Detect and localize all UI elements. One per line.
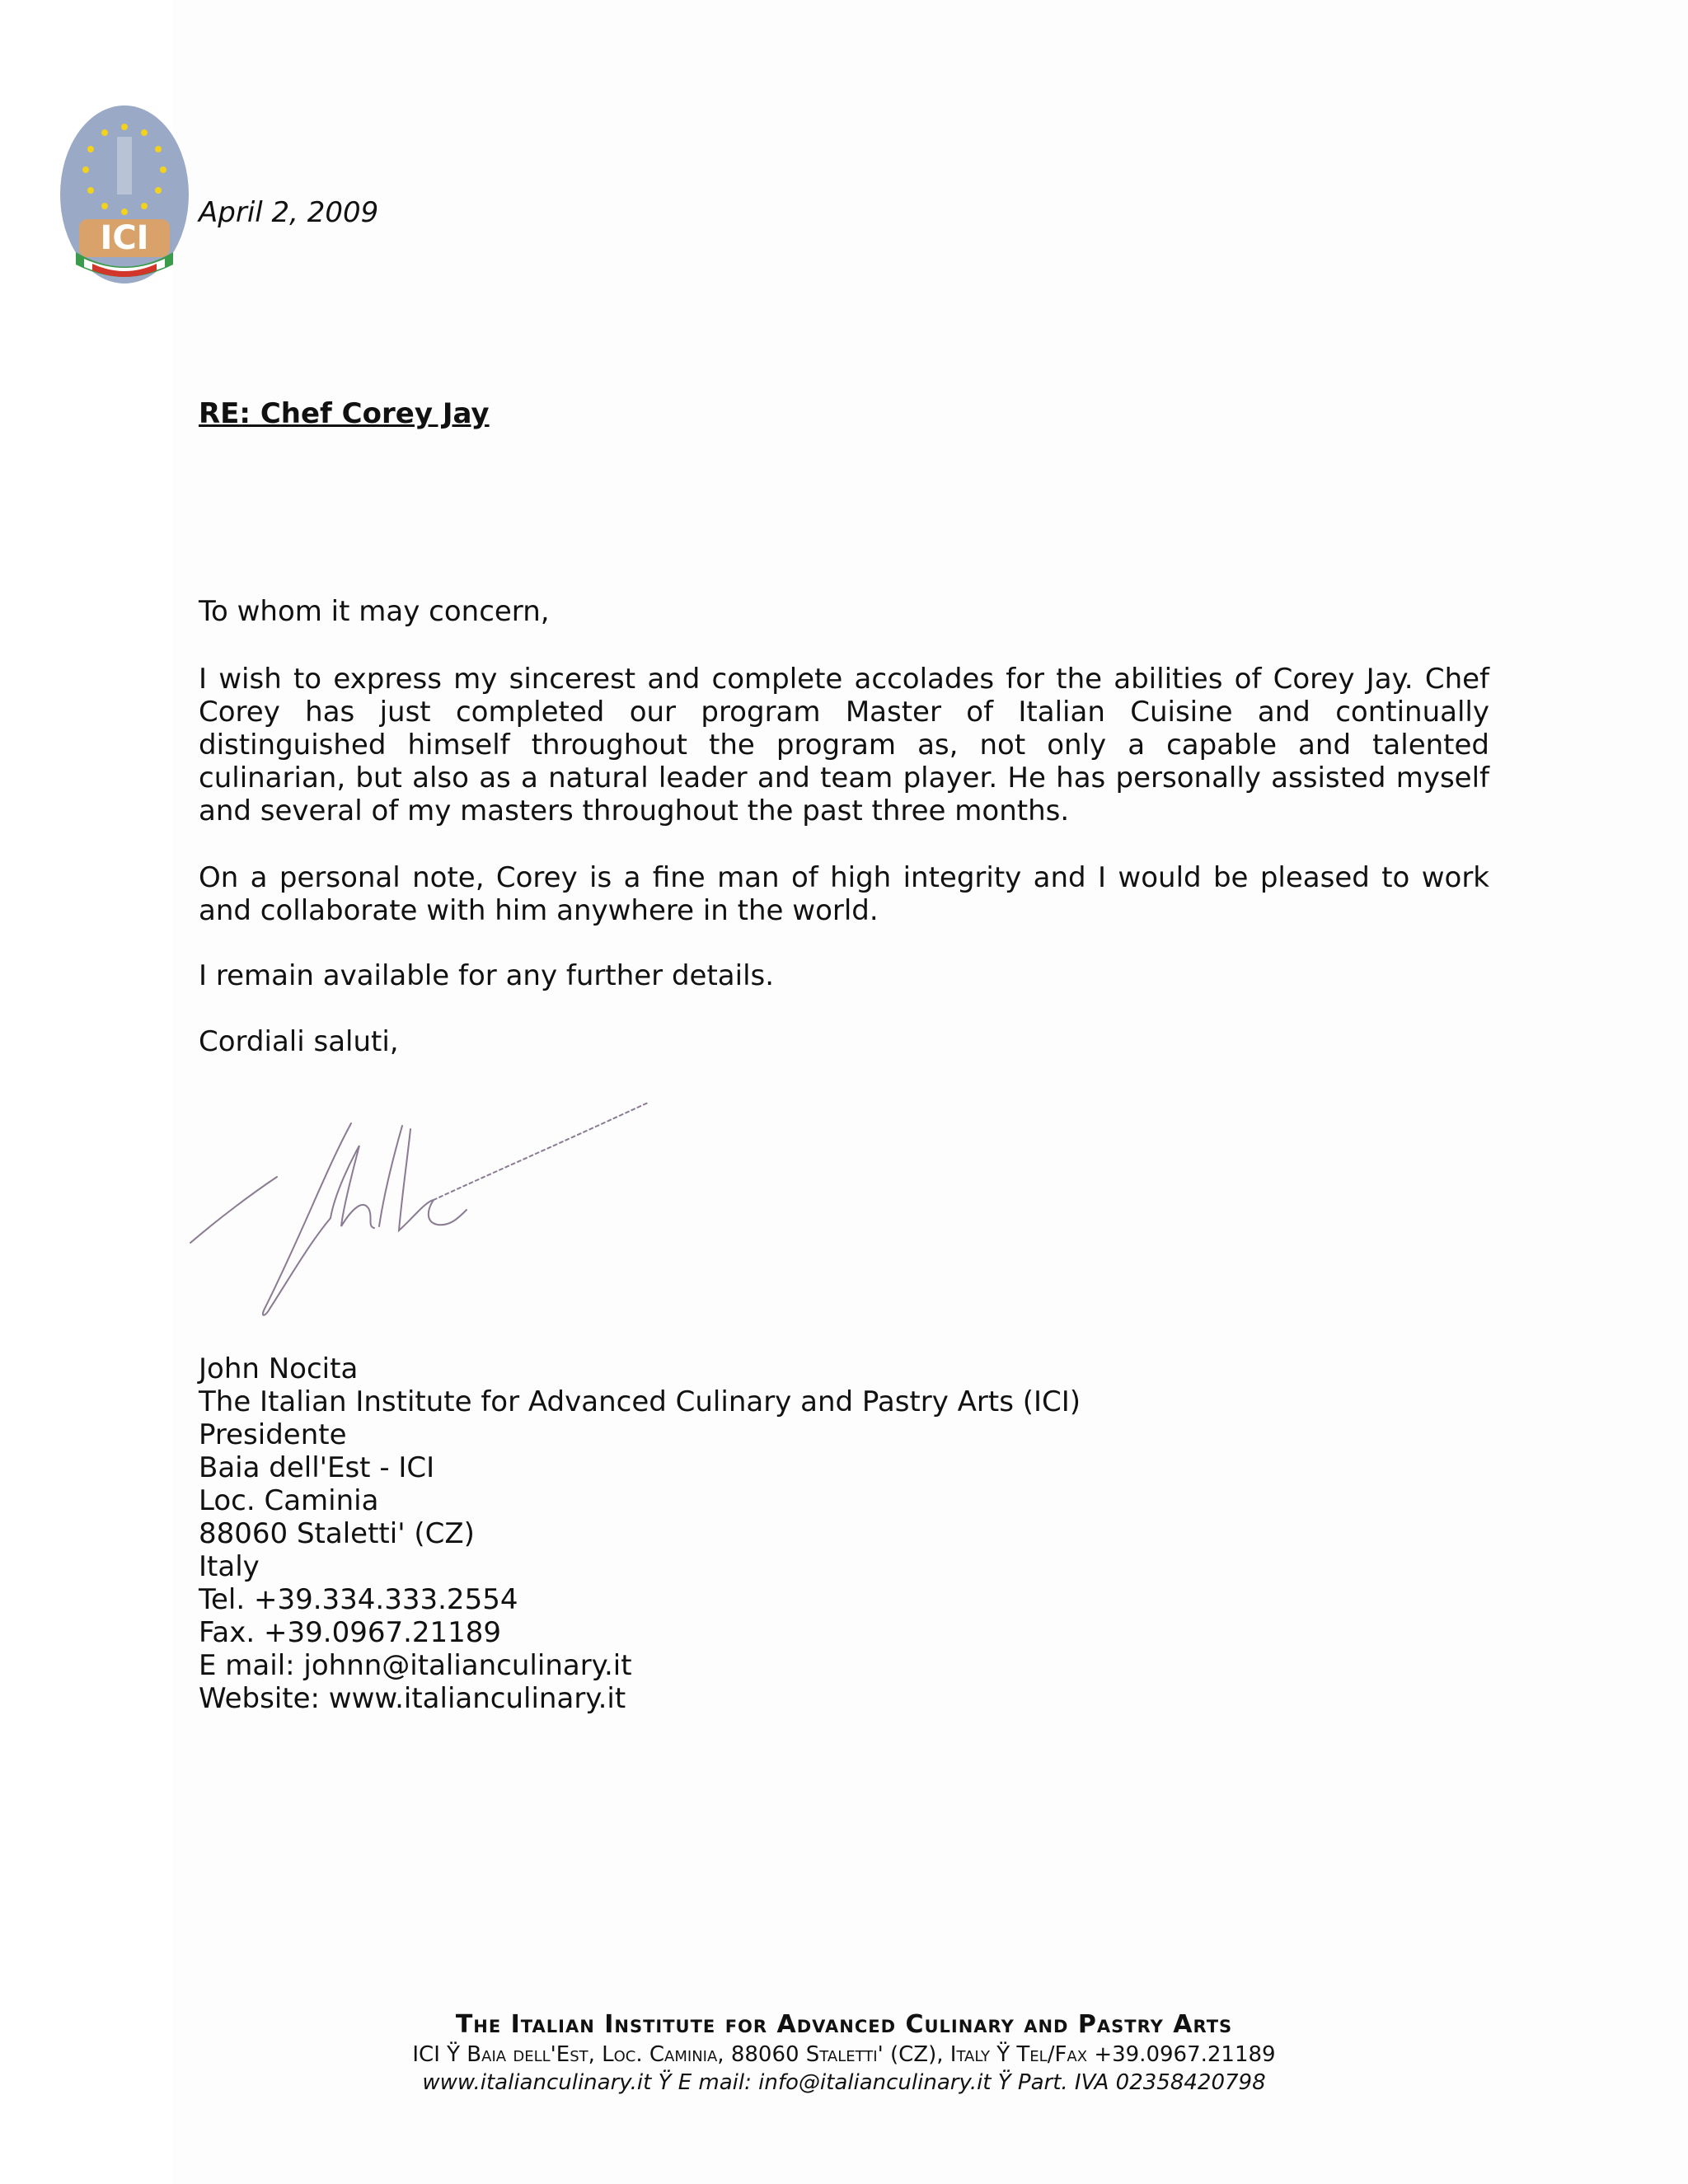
signer-institute: The Italian Institute for Advanced Culinary and Pastry Arts (ICI)	[199, 1385, 1081, 1418]
letter-salutation: To whom it may concern,	[199, 595, 550, 628]
letter-closing: Cordiali saluti,	[199, 1025, 399, 1058]
letter-paper	[173, 0, 1688, 2184]
footer-address-line: ICI Ÿ Baia dell'Est, Loc. Caminia, 88060 Staletti' (CZ), Italy Ÿ Tel/Fax +39.0967.21189	[412, 2042, 1276, 2067]
ici-logo	[59, 104, 190, 285]
signer-role: Presidente	[199, 1418, 347, 1451]
address-line-1: Baia dell'Est - ICI	[199, 1451, 435, 1484]
signature-block	[199, 1352, 1081, 1715]
letterhead-footer	[0, 2009, 1688, 2097]
footer-contact-line: www.italianculinary.it Ÿ E mail: info@italianculinary.it Ÿ Part. IVA 02358420798	[422, 2070, 1266, 2095]
letter-subject: RE: Chef Corey Jay	[199, 397, 490, 430]
signer-fax: Fax. +39.0967.21189	[199, 1616, 502, 1649]
letter-paragraph-2: On a personal note, Corey is a fine man of high integrity and I would be pleased to work and collaborate with him anywhere in the world.	[199, 861, 1489, 927]
footer-title: The Italian Institute for Advanced Culinary and Pastry Arts	[455, 2010, 1233, 2039]
letter-paragraph-1: I wish to express my sincerest and complete accolades for the abilities of Corey Jay. Chef Corey has just completed our program Master of Italian Cuisine and continually distinguished himself throughout the program as, not only a capable and talented culinarian, but also as a natural leader and team player. He has personally assisted myself and several of my masters throughout the past three months.	[199, 663, 1489, 827]
signer-website: Website: www.italianculinary.it	[199, 1682, 626, 1715]
signer-email: E mail: johnn@italianculinary.it	[199, 1649, 632, 1682]
signer-tel: Tel. +39.334.333.2554	[199, 1583, 518, 1616]
address-line-3: 88060 Staletti' (CZ)	[199, 1517, 475, 1550]
address-line-2: Loc. Caminia	[199, 1484, 379, 1517]
letter-paragraph-3: I remain available for any further details.	[199, 959, 775, 992]
handwritten-signature	[186, 1094, 648, 1325]
address-country: Italy	[199, 1550, 260, 1583]
letter-date: April 2, 2009	[199, 196, 379, 229]
signer-name: John Nocita	[199, 1352, 359, 1385]
logo-text: ICI	[100, 219, 149, 257]
